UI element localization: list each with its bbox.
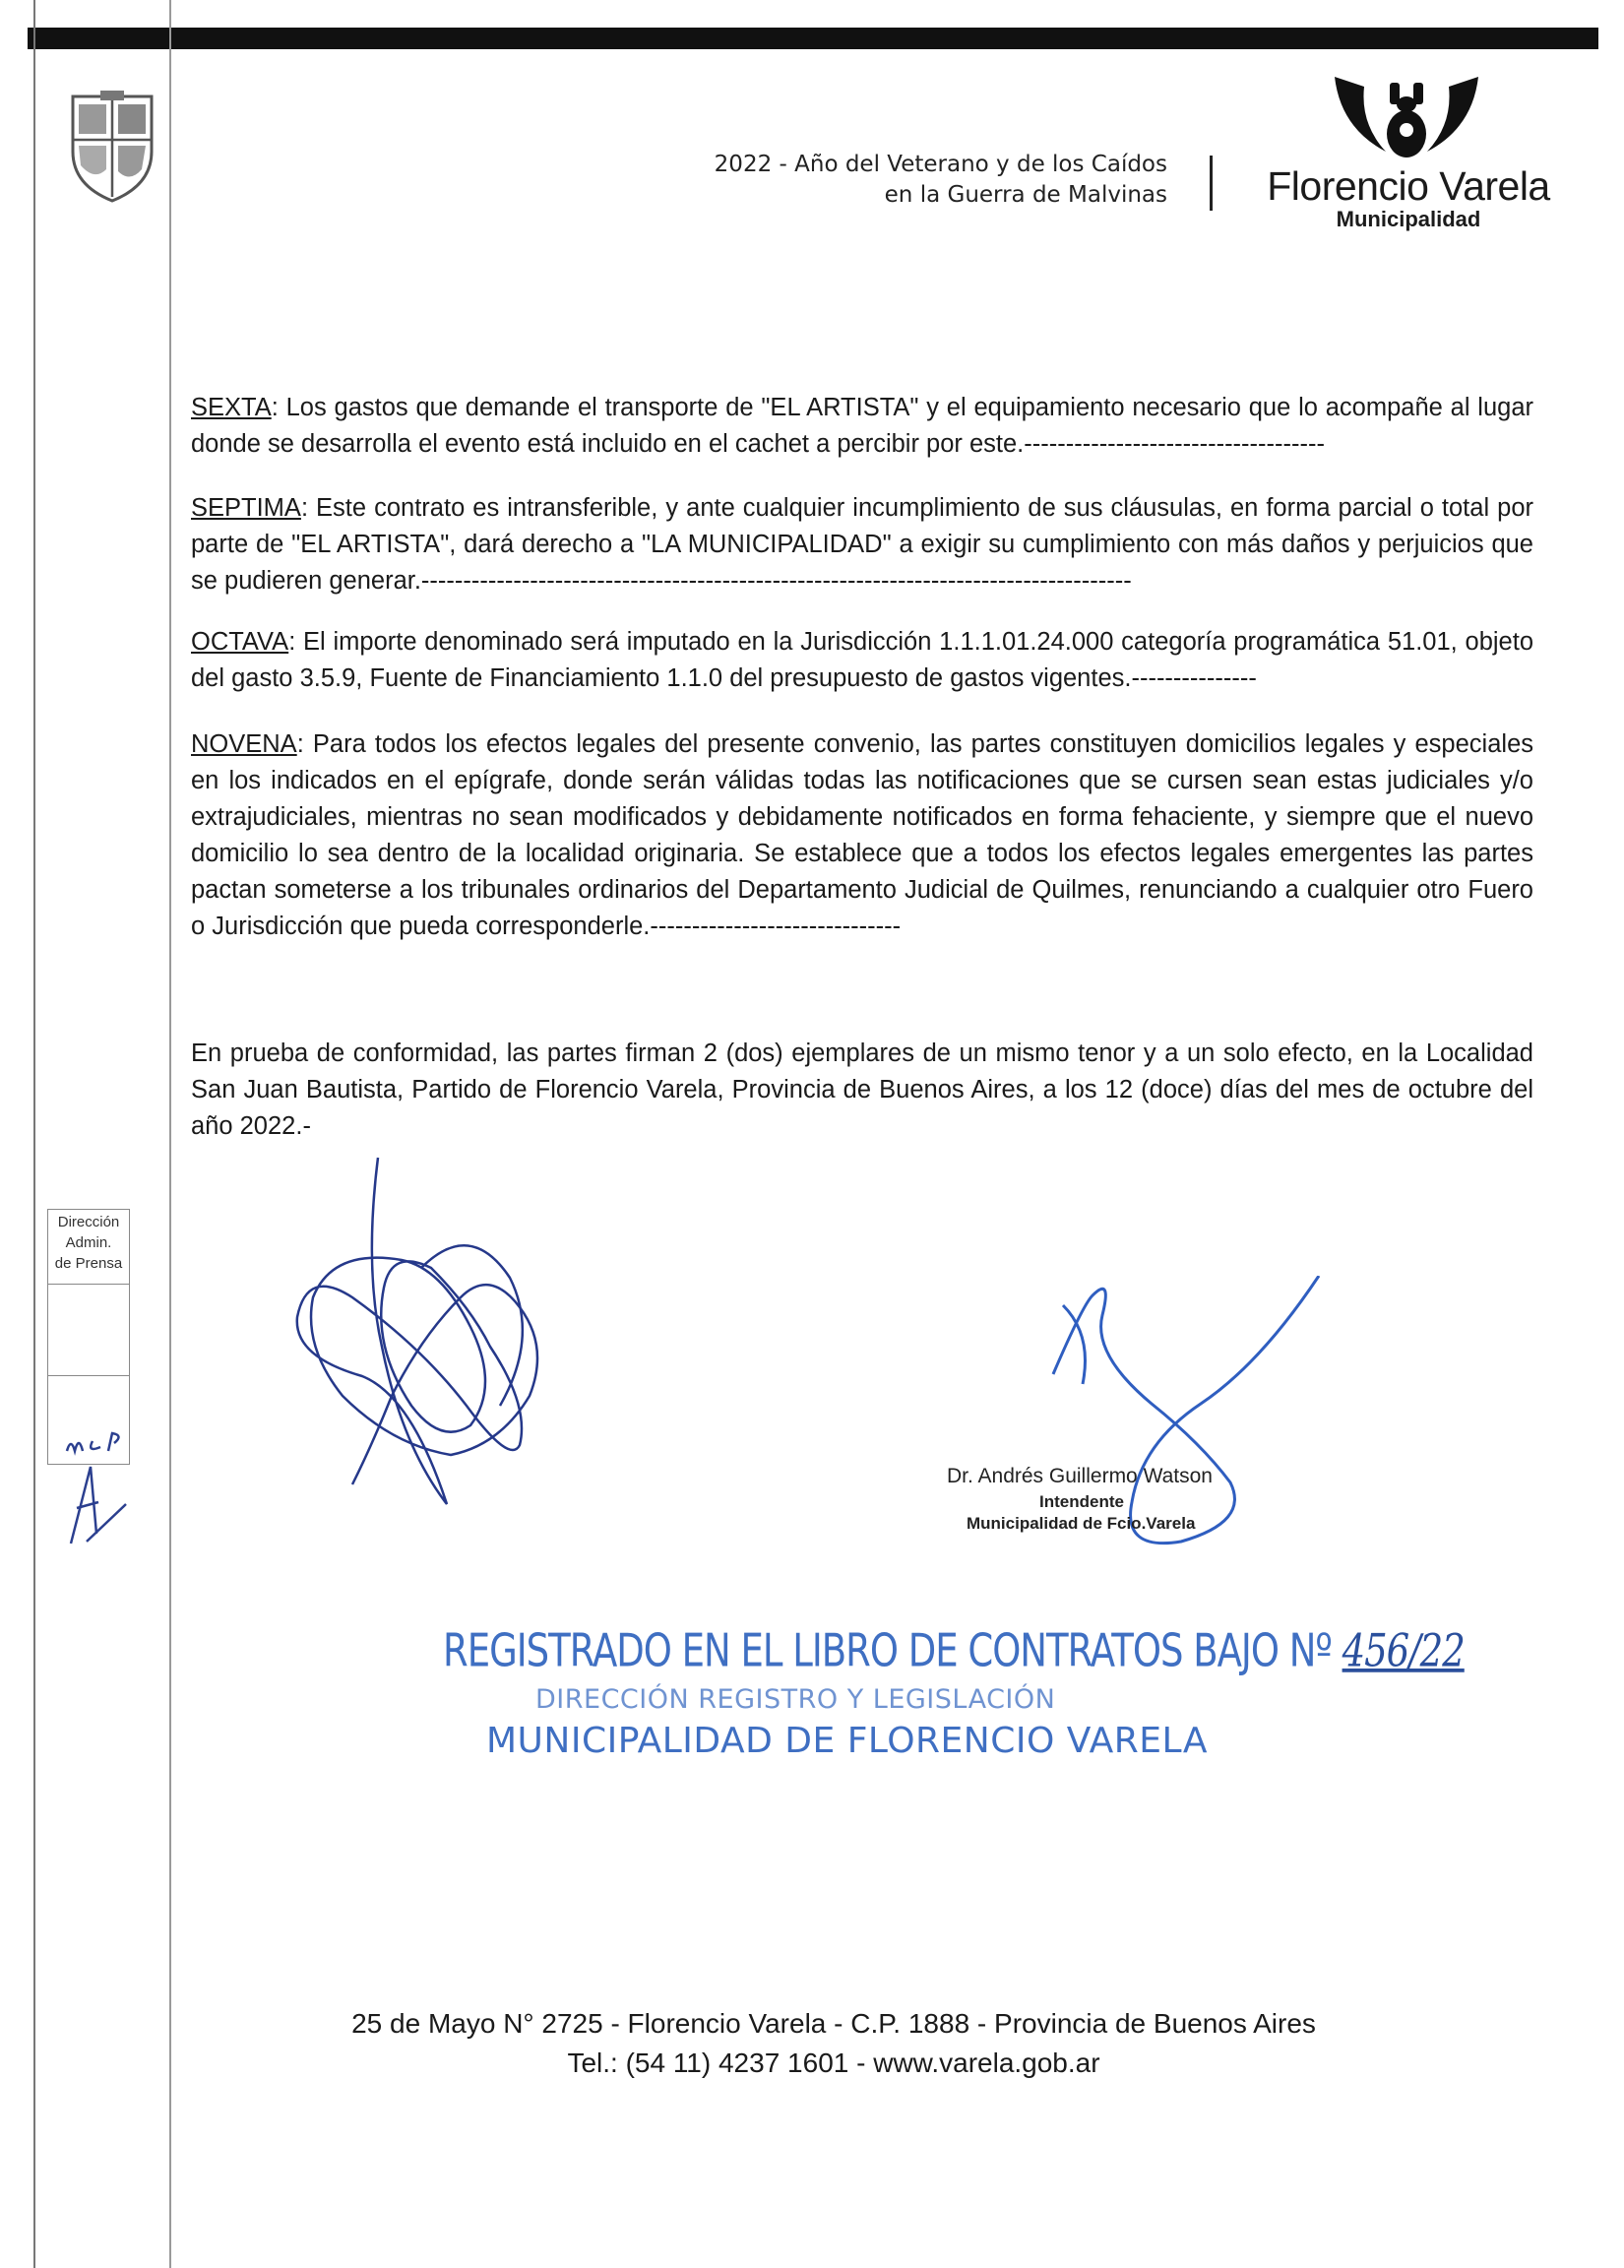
stamp-text: REGISTRADO EN EL LIBRO DE CONTRATOS BAJO Nº bbox=[443, 1624, 1332, 1677]
municipal-crest-icon bbox=[67, 91, 157, 205]
closing-paragraph: En prueba de conformidad, las partes firman 2 (dos) ejemplares de un mismo tenor y a un solo efecto, en la Localidad San Juan Bautista, Partido de Florencio Varela, Provincia de Buenos Aires, a los 12 (doce) días del mes de octubre del año 2022.- bbox=[191, 1040, 1533, 1140]
brand-name: Florencio Varela bbox=[1267, 163, 1550, 209]
registration-stamp bbox=[443, 1624, 1465, 1761]
clause-sexta bbox=[191, 390, 1533, 463]
brand-subtitle: Municipalidad bbox=[1336, 207, 1481, 231]
clause-heading: NOVENA bbox=[191, 730, 297, 758]
scan-margin-line bbox=[33, 0, 35, 2268]
stamp-line-2: DIRECCIÓN REGISTRO Y LEGISLACIÓN bbox=[535, 1684, 1056, 1715]
clause-body: : Los gastos que demande el transporte de "EL ARTISTA" y el equipamiento necesario que lo acompañe al lugar donde se desarrolla el evento está incluido en el cachet a percibir por este.------------------------------------ bbox=[191, 394, 1533, 458]
motto-line: en la Guerra de Malvinas bbox=[884, 182, 1167, 208]
signatory-role: Intendente bbox=[1039, 1492, 1124, 1511]
clause-novena bbox=[191, 726, 1533, 945]
florencio-varela-logo-icon bbox=[1331, 73, 1482, 163]
stamp-line-1 bbox=[443, 1624, 1465, 1677]
press-office-label-line: Dirección bbox=[57, 1214, 120, 1230]
header-divider bbox=[1210, 156, 1213, 211]
signature-caption bbox=[947, 1465, 1238, 1534]
clause-body: : Este contrato es intransferible, y ante cualquier incumplimiento de sus cláusulas, en forma parcial o total por parte de "EL ARTISTA", dará derecho a "LA MUNICIPALIDAD" a exigir su cumplimiento con más daños y perjuicios que se pudieren generar.------------------------------------------------------------------------------------- bbox=[191, 494, 1533, 595]
press-office-label bbox=[48, 1210, 129, 1285]
clause-body: : Para todos los efectos legales del presente convenio, las partes constituyen domicilios legales y especiales en los indicados en el epígrafe, donde serán válidas todas las notificaciones que se cursen sean estas judiciales y/o extrajudiciales, mientras no sean modificados y debidamente notificados en forma fehaciente, y siempre que el nuevo domicilio lo sea dentro de la localidad originaria. Se establece que a todos los efectos legales emergentes las partes pactan someterse a los tribunales ordinarios del Departamento Judicial de Quilmes, renunciando a cualquier otro Fuero o Jurisdicción que pueda corresponderle.------------------------------ bbox=[191, 730, 1533, 940]
press-office-label-line: Admin. bbox=[65, 1234, 112, 1251]
clause-heading: OCTAVA bbox=[191, 628, 289, 656]
clause-heading: SEXTA bbox=[191, 394, 272, 421]
signatory-organization: Municipalidad de Fcio.Varela bbox=[967, 1514, 1196, 1533]
clause-body: : El importe denominado será imputado en la Jurisdicción 1.1.1.01.24.000 categoría programática 51.01, objeto del gasto 3.5.9, Fuente de Financiamiento 1.1.0 del presupuesto de gastos vigentes.--------------- bbox=[191, 628, 1533, 692]
clause-septima bbox=[191, 490, 1533, 599]
clause-heading: SEPTIMA bbox=[191, 494, 301, 522]
press-office-label-line: de Prensa bbox=[54, 1255, 123, 1272]
stamp-line-3: MUNICIPALIDAD DE FLORENCIO VARELA bbox=[486, 1721, 1208, 1761]
signature-left bbox=[274, 1150, 569, 1524]
top-black-bar bbox=[28, 28, 1598, 49]
motto-line: 2022 - Año del Veterano y de los Caídos bbox=[714, 152, 1167, 177]
stamp-number: 456/22 bbox=[1342, 1624, 1465, 1677]
handwritten-initials-icon bbox=[57, 1418, 146, 1555]
scan-margin-line bbox=[169, 0, 171, 2268]
footer-contact: Tel.: (54 11) 4237 1601 - www.varela.gob.ar bbox=[567, 2048, 1100, 2078]
footer-address: 25 de Mayo N° 2725 - Florencio Varela - C.P. 1888 - Provincia de Buenos Aires bbox=[351, 2008, 1316, 2039]
press-office-box-cell bbox=[48, 1287, 129, 1376]
signatory-name: Dr. Andrés Guillermo Watson bbox=[947, 1465, 1213, 1487]
header-motto bbox=[591, 150, 1167, 211]
clause-octava bbox=[191, 624, 1533, 697]
